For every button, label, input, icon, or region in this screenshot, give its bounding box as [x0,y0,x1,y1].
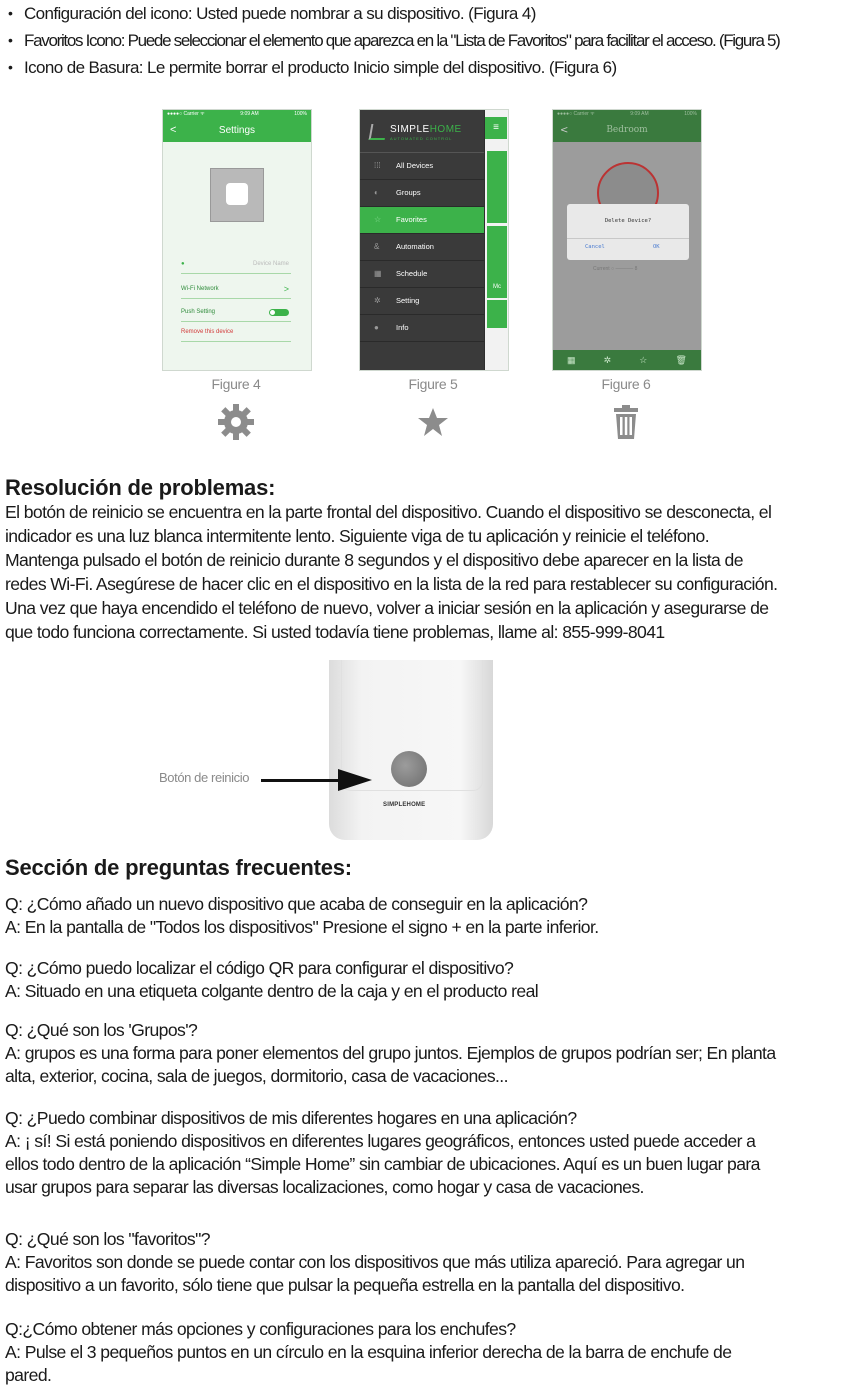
app-header [163,110,311,142]
device-name-field[interactable] [181,255,291,274]
figure6-delete-screenshot [552,109,702,371]
remove-label: Remove this device [181,329,234,335]
cancel-button[interactable]: Cancel [585,244,605,250]
faq-question: Q: ¿Qué son los "favoritos"? [5,1229,210,1249]
ok-button[interactable]: OK [653,244,660,250]
faq-heading: Sección de preguntas frecuentes: [5,855,352,880]
page-title: Bedroom [606,125,648,135]
paragraph-line: indicador es una luz blanca intermitente lento. Siguiente viga de tu aplicación y reinicie el teléfono. [5,526,710,546]
star-icon [359,402,507,447]
device-logo: SIMPLEHOME [383,802,426,808]
menu-item-all-devices[interactable] [360,153,484,180]
menu-item-groups[interactable] [360,180,484,207]
reset-button-image [391,751,427,787]
faq-answer: A: grupos es una forma para poner elementos del grupo juntos. Ejemplos de grupos podrían ser; En planta [5,1043,776,1063]
user-icon: ● [181,261,185,267]
wifi-network-row[interactable] [181,280,291,299]
menu-item-schedule[interactable] [360,261,484,288]
faq-item [5,1228,845,1297]
faq-question: Q:¿Cómo obtener más opciones y configuraciones para los enchufes? [5,1319,516,1339]
delete-device-dialog [567,204,689,260]
status-bar [553,110,701,119]
back-icon[interactable]: < [170,124,177,136]
device-photo [329,660,493,840]
calendar-icon: ▦ [374,269,382,278]
calendar-icon[interactable]: ▦ [567,354,576,365]
faq-answer: A: ¡ sí! Si está poniendo dispositivos en diferentes lugares geográficos, entonces usted puede acceder a [5,1131,756,1151]
faq-item [5,1318,845,1387]
figure6-caption: Figure 6 [601,376,651,392]
trash-icon [552,402,700,447]
faq-item [5,957,845,1003]
faq-answer: dispositivo a un favorito, sólo tiene que pulsar la pequeña estrella en la pantalla del dispositivo. [5,1275,685,1295]
menu-item-label: Automation [396,242,434,251]
star-icon[interactable]: ☆ [639,354,648,365]
menu-item-label: Info [396,323,409,332]
figure4-settings-screenshot [162,109,312,371]
automation-icon: & [374,242,380,251]
info-icon: ● [374,323,379,332]
paragraph-line: redes Wi-Fi. Asegúrese de hacer clic en el dispositivo en la lista de la red para restablecer su configuración. [5,574,778,594]
bullet-trash-icon [4,54,844,81]
paragraph-line: Una vez que haya encendido el teléfono de nuevo, volver a iniciar sesión en la aplicación y asegurarse de [5,598,769,618]
content-peek [485,110,508,370]
bullet-text: Icono de Basura: Le permite borrar el producto Inicio simple del dispositivo. (Figura 6) [24,58,617,77]
faq-answer: usar grupos para separar las diversas localizaciones, como hogar y casa de vacaciones. [5,1177,644,1197]
gear-icon: ✲ [374,296,381,305]
bullet-settings-icon [4,0,844,27]
faq-answer: A: Situado en una etiqueta colgante dentro de la caja y en el producto real [5,981,539,1001]
device-tile [487,151,507,223]
faq-answer: A: En la pantalla de "Todos los dispositivos" Presione el signo + en la parte inferior. [5,917,599,937]
bullet-marker: • [8,59,13,75]
chevron-right-icon: > [283,284,289,294]
faq-question: Q: ¿Qué son los 'Grupos'? [5,1020,198,1040]
menu-item-label: Favorites [396,215,427,224]
battery-text: 100% [294,111,307,117]
grid-icon: ⁞⁞⁞ [374,161,381,170]
troubleshooting-heading: Resolución de problemas: [5,475,276,500]
star-icon: ☆ [374,215,382,224]
logo-mark-icon [369,124,388,140]
push-setting-row [181,303,291,322]
dialog-question: Delete Device? [604,218,652,224]
brand-logo [360,110,484,153]
troubleshooting-body [5,500,845,644]
bullet-marker: • [8,5,13,21]
bullet-marker: • [8,32,13,48]
push-toggle[interactable] [269,309,289,316]
menu-item-label: Setting [396,296,420,305]
faq-answer: A: Favoritos son donde se puede contar con los dispositivos que más utiliza apareció. Para agregar un [5,1252,745,1272]
device-image [210,168,264,222]
faq-question: Q: ¿Cómo añado un nuevo dispositivo que acaba de conseguir en la aplicación? [5,894,588,914]
paragraph-line: que todo funciona correctamente. Si usted todavía tiene problemas, llame al: 855-999-8041 [5,622,665,642]
arrow-right-icon [338,769,372,791]
faq-question: Q: ¿Cómo puedo localizar el código QR para configurar el dispositivo? [5,958,514,978]
menu-item-automation[interactable] [360,234,484,261]
bullet-text: Favoritos Icono: Puede seleccionar el elemento que aparezca en la "Lista de Favoritos" para facilitar el acceso. (Figura 5) [24,31,780,50]
tile-label: Mc [493,284,501,290]
room-title-bar [553,119,701,142]
outlet-icon [226,183,248,205]
faq-answer: A: Pulse el 3 pequeños puntos en un círculo en la esquina inferior derecha de la barra de enchufe de [5,1342,732,1362]
gear-icon [162,402,310,447]
bullet-favorites-icon [4,27,844,54]
side-menu [360,110,484,370]
pointer-arrow-line [261,779,345,782]
paragraph-line: El botón de reinicio se encuentra en la parte frontal del dispositivo. Cuando el dispositivo se desconecta, el [5,502,772,522]
reset-button-label: Botón de reinicio [159,770,250,785]
faq-answer: ellos todo dentro de la aplicación “Simple Home” sin cambiar de ubicaciones. Aquí es un buen lugar para [5,1154,760,1174]
faq-item [5,1019,845,1088]
figure5-caption: Figure 5 [408,376,458,392]
faq-item [5,1107,845,1199]
feature-bullet-list [4,0,844,81]
carrier-text: ●●●●○ Carrier ᯤ [557,111,595,117]
dialog-divider [567,238,689,239]
brand-name-accent: HOME [429,124,462,135]
wifi-label: Wi-Fi Network [181,286,219,292]
push-label: Push Setting [181,309,216,315]
trash-icon[interactable]: 🗑 [675,354,687,365]
brand-tagline: AUTOMATED CONTROL [390,136,453,141]
remove-device-row[interactable] [181,323,291,342]
bottom-toolbar [553,350,701,370]
settings-title-bar [163,119,311,142]
battery-text: 100% [684,111,697,117]
faq-answer: pared. [5,1365,52,1385]
menu-item-favorites[interactable] [360,207,484,234]
status-bar [163,110,311,119]
time-text: 9:09 AM [630,111,649,117]
faq-item [5,893,845,939]
device-tile [487,300,507,328]
menu-item-setting[interactable] [360,288,484,315]
faq-question: Q: ¿Puedo combinar dispositivos de mis diferentes hogares en una aplicación? [5,1108,577,1128]
gear-icon[interactable]: ✲ [603,354,612,365]
bullet-text: Configuración del icono: Usted puede nombrar a su dispositivo. (Figura 4) [24,4,536,23]
back-icon[interactable]: < [560,125,569,136]
app-header [553,110,701,142]
paragraph-line: Mantenga pulsado el botón de reinicio durante 8 segundos y el dispositivo debe aparecer en la lista de [5,550,743,570]
current-readout: Current ○ ───── 8 [593,266,638,272]
page-title: Settings [218,125,256,136]
faq-answer: alta, exterior, cocina, sala de juegos, dormitorio, casa de vacaciones... [5,1066,508,1086]
menu-item-info[interactable] [360,315,484,342]
figure4-caption: Figure 4 [211,376,261,392]
carrier-text: ●●●●○ Carrier ᯤ [167,111,205,117]
menu-item-label: All Devices [396,161,434,170]
menu-item-label: Groups [396,188,421,197]
hamburger-icon[interactable]: ≡ [485,117,507,139]
menu-item-label: Schedule [396,269,428,278]
time-text: 9:09 AM [240,111,259,117]
device-name-placeholder: Device Name [252,261,289,267]
groups-icon: ◐ [374,188,379,197]
brand-name: SIMPLE [390,124,430,135]
figure5-menu-screenshot [359,109,509,371]
